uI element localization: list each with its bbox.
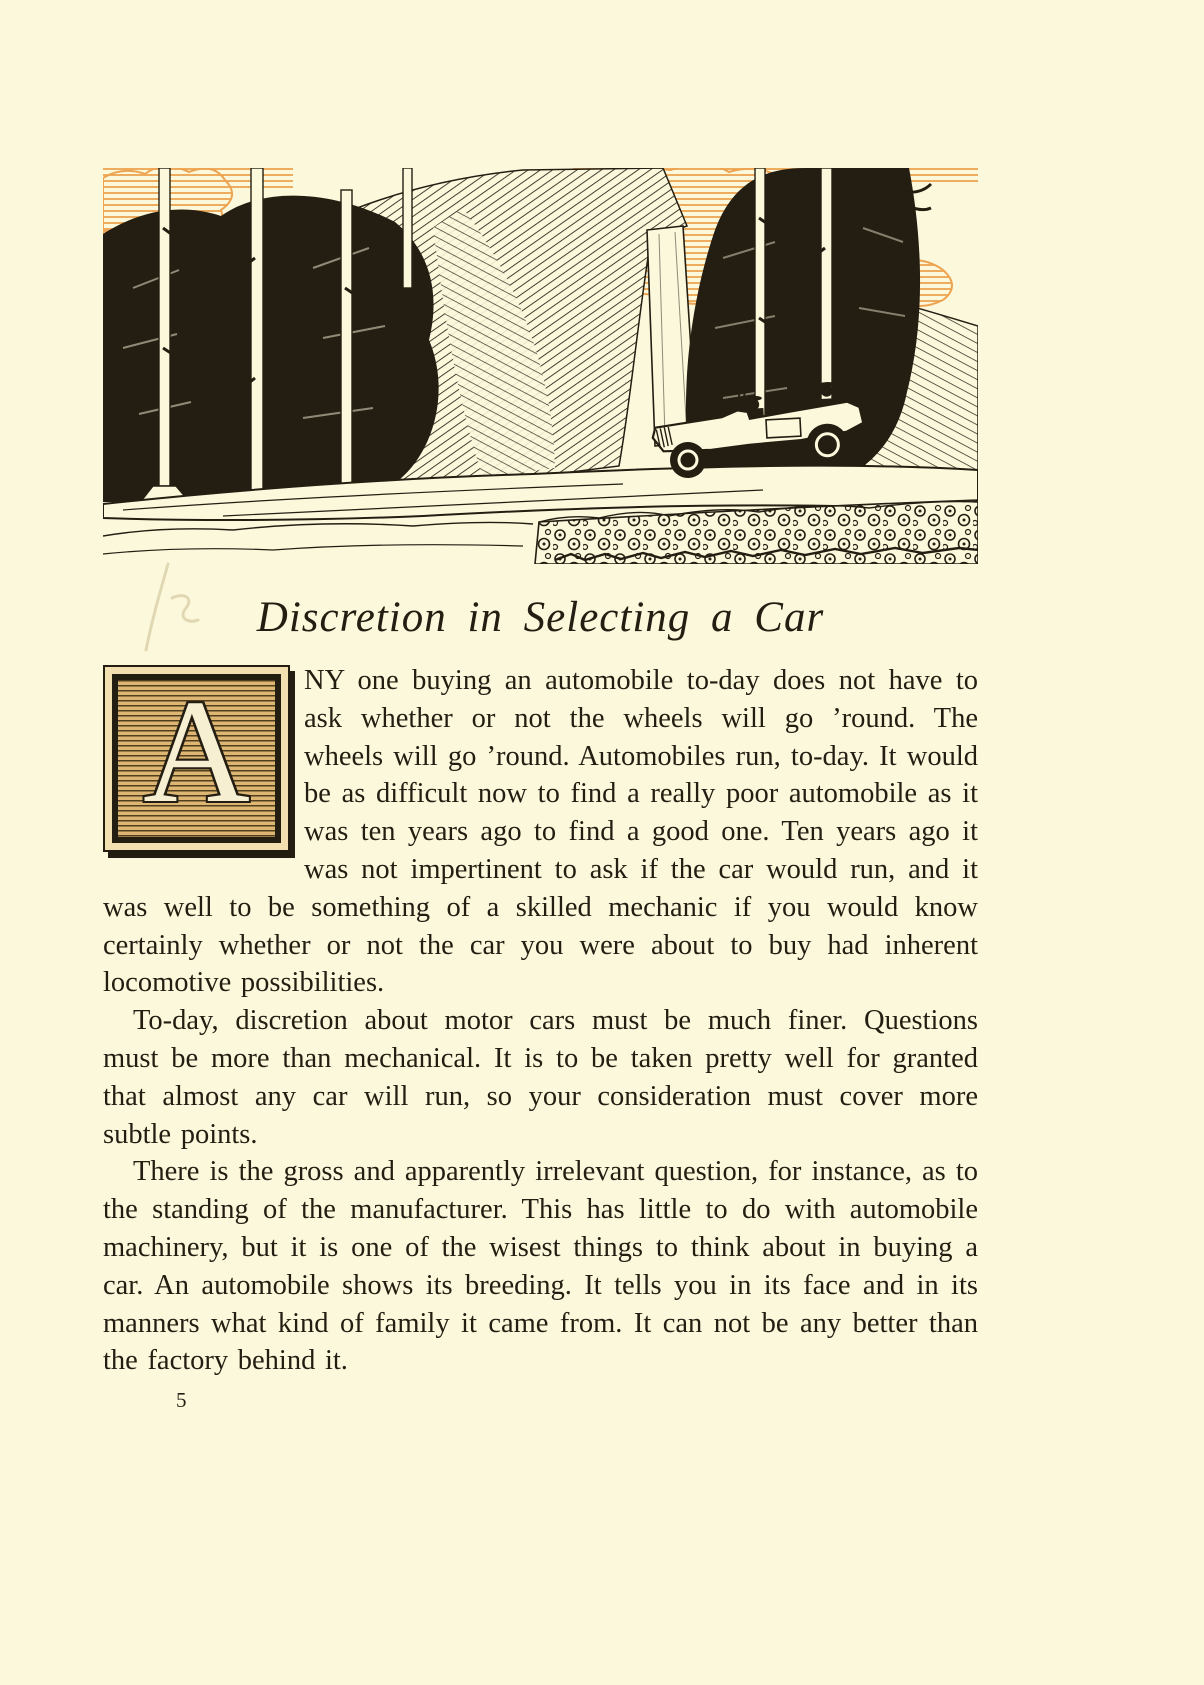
body-text (103, 662, 978, 1380)
dropcap-letter-a: A (143, 669, 250, 834)
dropcap-block (103, 665, 290, 852)
left-pines (103, 168, 439, 510)
page-number: 5 (176, 1388, 187, 1412)
page-title: Discretion in Selecting a Car (256, 594, 825, 641)
paragraph-1-text: NY one buying an automobile to-day does not have to ask whether or not the wheels will go ’round. The wheels will go ’round. Automobiles run, to-day. It would be as difficult now to find a really poor automobile as it was ten years ago to find a good one. Ten years ago it was not impertinent to ask if the car would run, and it was well to be something of a skilled mechanic if you would know certainly whether or not the car you were about to buy had inherent locomotive possibilities. (103, 665, 978, 999)
paragraph-2: To-day, discretion about motor cars must be much finer. Questions must be more than mechanical. It is to be taken pretty well for granted that almost any car will run, so your consideration must cover more subtle points. (103, 1005, 978, 1150)
paragraph-1 (103, 662, 978, 1002)
landscape-illustration (103, 168, 978, 564)
landscape-illustration-svg (103, 168, 978, 564)
paragraph-3: There is the gross and apparently irrelevant question, for instance, as to the standing of the manufacturer. This has little to do with automobile machinery, but it is one of the wisest things to think about in buying a car. An automobile shows its breeding. It tells you in its face and in its manners what kind of family it came from. It can not be any better than the factory behind it. (103, 1156, 978, 1377)
